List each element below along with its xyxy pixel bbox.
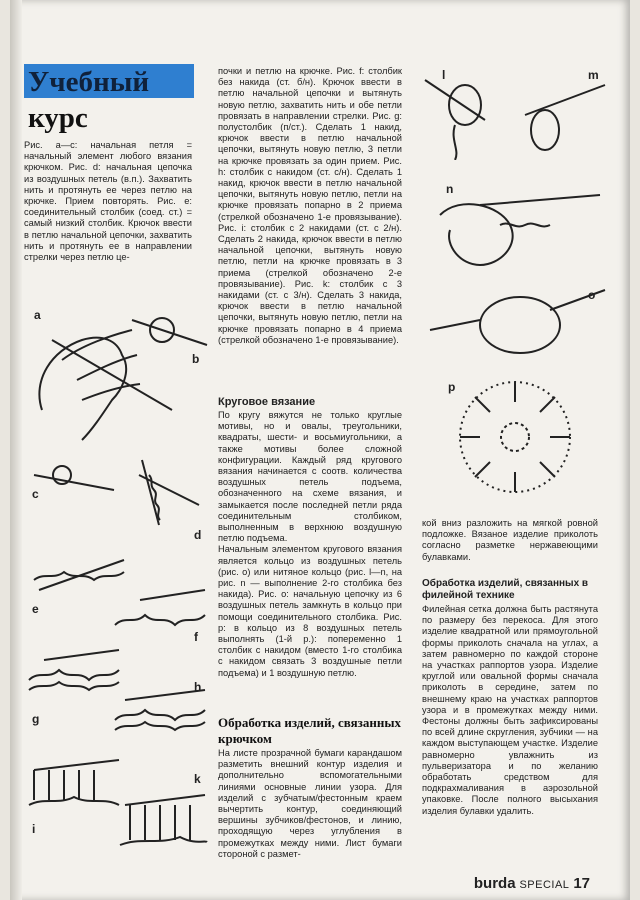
finishing-paragraph: На листе прозрачной бумаги карандашом разметить внешний контур изделия и дополнительно вспомогательными линиями основные линии узора. Для изделий с зубчатым/фестонным краем вычертить контур, соединяющий вершины зубчиков/фестонов, и линию, проходящую через углубления в промежутках между ними. Лист бумаги стороной с размет- [218,748,402,859]
figure-n-illustration [420,185,610,275]
page-title-line1: Учебный [28,66,150,98]
heading-round-knitting: Круговое вязание [218,396,316,408]
figure-label-e: e [32,602,39,616]
figure-label-g: g [32,712,40,726]
figure-cd-illustration [24,455,214,530]
page-number: 17 [573,875,590,892]
column3-text [422,518,598,563]
page-title-line2: курс [28,102,88,134]
figure-label-h: h [194,680,202,694]
figure-label-b: b [192,352,200,366]
figure-o-illustration [420,280,610,370]
round-paragraph-1: По кругу вяжутся не только круглые мотивы, но и овалы, треугольники, квадраты, шести- и восьмиугольники, а также мотивы более сложной конфигурации. Каждый ряд кругового вязания начинается с соотв. количества воздушных петель подъема, обозначенного на схеме вязания, и замыкается после последней петли ряда соединительным столбиком, выполненным в верхнюю воздушную петлю подъема. [218,410,402,544]
finishing-text [218,748,402,860]
column2-text [218,66,402,346]
figure-g-illustration [24,640,124,700]
col3-paragraph: кой вниз разложить на мягкой ровной подложке. Вязаное изделие приколоть согласно разметке нержавеющими булавками. [422,518,598,562]
page-spine [10,0,22,900]
filet-text [422,604,598,817]
round-paragraph-2: Начальным элементом кругового вязания является кольцо из воздушных петель (рис. о) или нитяное кольцо (рис. l—n, на рис. n — выполнение 2-го столбика без накида). Рис. о: начальную цепочку из 6 воздушных петель замкнуть в кольцо при помощи соединительного столбика. Рис. р: в кольцо из 8 воздушных петель выполнять (1-й р.): попеременно 1 столбик с накидом (вместо 1-го столбика с накидом связать 3 воздушные петли подъема) и 1 воздушную петлю. [218,544,402,678]
figure-label-n: n [446,182,454,196]
page-footer [474,875,590,892]
figure-label-p: p [448,380,456,394]
figure-label-k: k [194,772,201,786]
figure-label-l: l [442,68,446,82]
figure-label-f: f [194,630,198,644]
heading-finishing: Обработка изделий, связанных крючком [218,715,402,746]
column1-text [24,140,192,263]
figure-label-o: o [588,288,596,302]
figure-f-illustration [110,585,210,635]
figure-p-crochet-ring-diagram [450,372,580,502]
footer-brand: burda [473,875,516,892]
footer-special: SPECIAL [519,879,570,891]
figure-label-i: i [32,822,36,836]
figure-ab-illustration [22,300,212,450]
figure-k-illustration [115,790,210,850]
magazine-page [10,0,630,900]
col1-paragraph: Рис. а—с: начальная петля = начальный элемент любого вязания крючком. Рис. d: начальная цепочка из воздушных петель (в.п.). Захватить нить и протянуть ее через петлю на крючке. Прием повторять. Рис. е: соединительный столбик (соед. ст.) = самый низкий столбик. Крючок ввести в петлю начальной цепочки, захватить нить и протянуть ее в направлении стрелки через петлю це- [24,140,192,263]
filet-paragraph: Филейная сетка должна быть растянута по размеру без перекоса. Для этого изделие квадратной или прямоугольной формы приколоть сначала на углах, а затем равномерно по каждой стороне на участках раппортов узора. Изделие круглой или овальной формы сначала приколоть в середине, затем по внешнему краю на участках раппортов узора и в промежутках между ними. Фестоны должны быть зафиксированы по всей длине скругления, зубчики — на каждом выступающем участке. Изделие равномерно увлажнить из пульверизатора и по желанию обработать средством для подкрахмаливания в аэрозольной упаковке. После полного высыхания изделия булавки удалить. [422,604,598,816]
figure-label-m: m [588,68,599,82]
heading-filet: Обработка изделий, связанных в филейной технике [422,578,589,601]
round-knitting-text [218,410,402,679]
figure-label-d: d [194,528,202,542]
figure-i-illustration [24,745,124,815]
figure-label-c: c [32,487,39,501]
figure-label-a: a [34,308,41,322]
col2-paragraph: почки и петлю на крючке. Рис. f: столбик без накида (ст. б/н). Крючок ввести в петлю начальной цепочки и вытянуть новую петлю, захватить нить и обе петли провязать в направлении стрелки. Рис. g: полустолбик (п/ст.). Сделать 1 накид, крючок ввести в петлю начальной цепочки, вытянуть новую петлю, 3 петли на крючке провязать за один прием. Рис. h: столбик с накидом (ст. с/н). Сделать 1 накид, крючок ввести в петлю начальной цепочки, вытянуть новую петлю, петли на крючке провязать попарно в 2 приема (стрелкой обозначено 1-е провязывание). Рис. i: столбик с 2 накидами (ст. с 2/н). Сделать 2 накида, крючок ввести в петлю начальной цепочки, вытянуть новую петлю, петли на крючке провязать в 3 приема (стрелкой обозначено 2-е провязывание). Рис. k: столбик с 3 накидами (ст. с 3/н). Сделать 3 накида, крючок ввести в петлю начальной цепочки, вытянуть новую петлю, петли на крючке провязать попарно в 4 приема (стрелкой обозначено 1-е провязывание). [218,66,402,345]
